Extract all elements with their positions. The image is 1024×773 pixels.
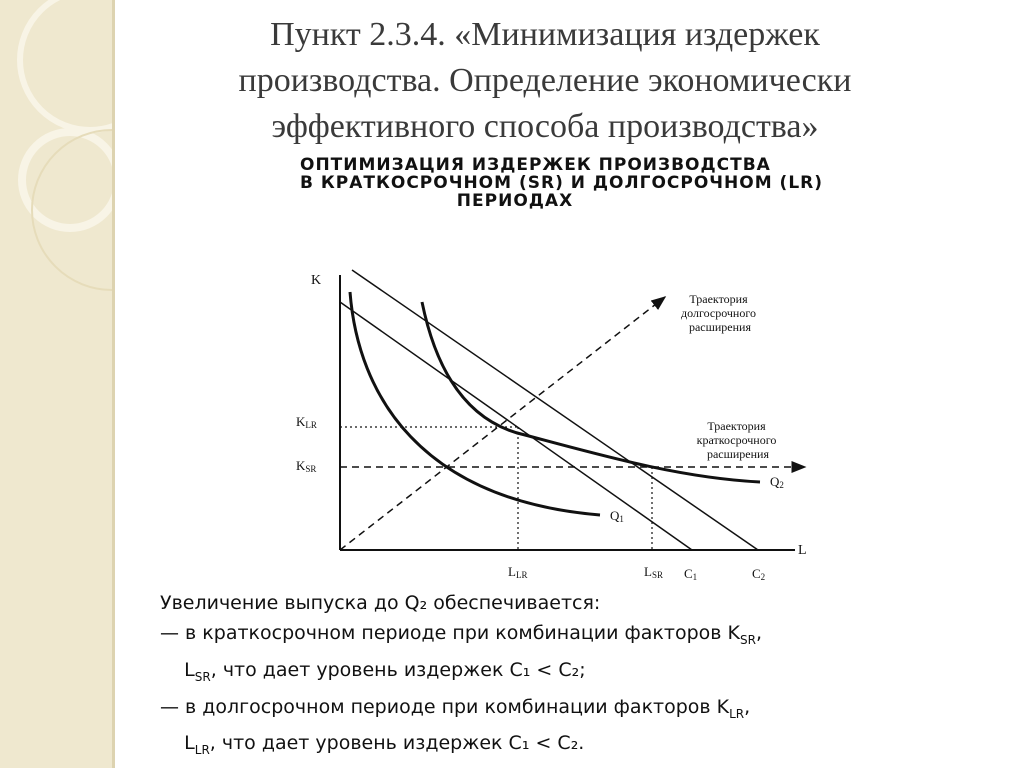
x-axis-label: L: [798, 543, 807, 558]
c1-label: C1: [684, 566, 698, 582]
k-sr-label: KSR: [296, 458, 317, 474]
isoquant-q1: [350, 292, 600, 515]
l-sr-label: LSR: [644, 564, 663, 580]
short-run-path-label: Траектория краткосрочного расширения: [696, 419, 777, 461]
note-line: $L_{LR}$, что дает уровень издержек C₁ < C₂.: [184, 732, 585, 758]
caption-line: ОПТИМИЗАЦИЯ ИЗДЕРЖЕК ПРОИЗВОДСТВА: [300, 155, 771, 175]
note-line: — в долгосрочном периоде при комбинации факторов $K_{LR}$,: [160, 695, 751, 721]
title-line: производства. Определение экономически: [238, 62, 852, 99]
c2-label: C2: [752, 566, 766, 582]
isocost-c1: [340, 302, 692, 550]
long-run-path-label: Траектория долгосрочного расширения: [681, 292, 756, 334]
k-lr-label: KLR: [296, 414, 317, 430]
q1-label: Q1: [610, 508, 624, 524]
caption-line: В КРАТКОСРОЧНОМ (SR) И ДОЛГОСРОЧНОМ (LR): [300, 173, 824, 193]
l-lr-label: LLR: [508, 564, 528, 580]
y-axis-label: K: [311, 273, 322, 288]
conclusion-text: [160, 588, 900, 765]
title-line: эффективного способа производства»: [271, 108, 819, 145]
title-line: Пункт 2.3.4. «Минимизация издержек: [270, 16, 820, 53]
note-line: — в краткосрочном периоде при комбинации факторов $K_{SR}$,: [160, 622, 762, 647]
caption-line: ПЕРИОДАХ: [456, 191, 574, 211]
note-line: Увеличение выпуска до Q₂ обеспечивается:: [160, 592, 601, 614]
q2-label: Q2: [770, 474, 784, 490]
note-line: $L_{SR}$, что дает уровень издержек C₁ < C₂;: [184, 658, 586, 684]
